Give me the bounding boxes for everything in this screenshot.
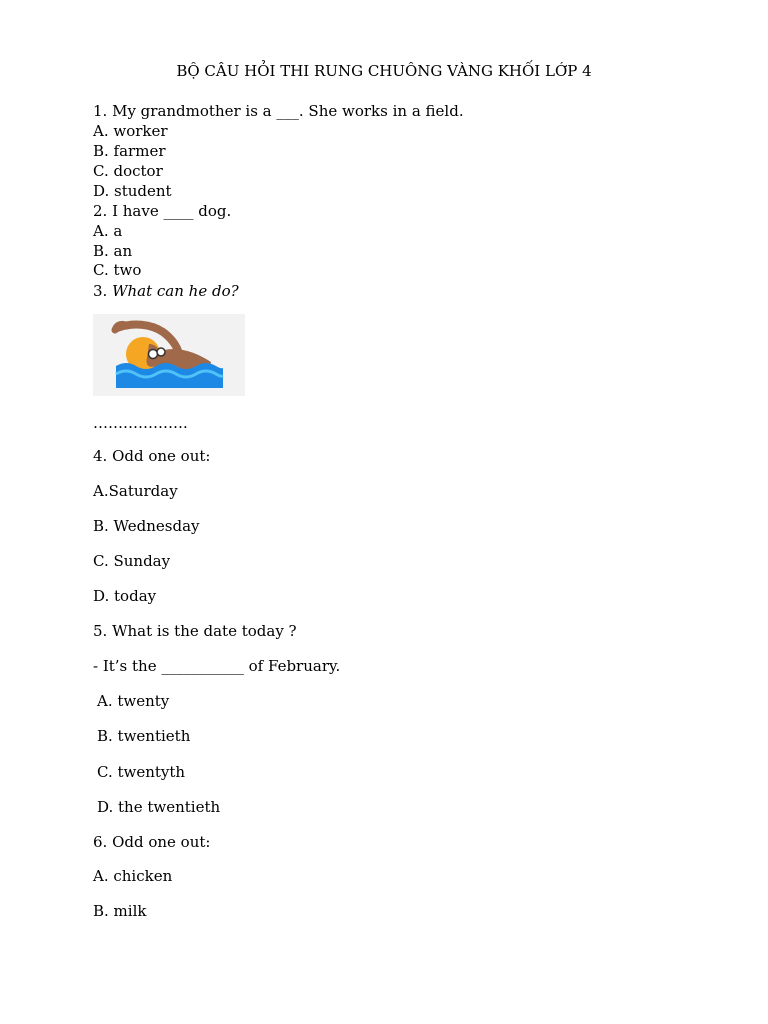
q4-option-d: D. today xyxy=(93,587,157,605)
swimmer-icon xyxy=(93,314,245,396)
q1-option-c: C. doctor xyxy=(93,162,163,180)
question-4: 4. Odd one out: xyxy=(93,447,211,465)
q1-option-d: D. student xyxy=(93,182,172,200)
question-3 xyxy=(93,281,239,301)
q6-option-a: A. chicken xyxy=(93,867,173,885)
question-1: 1. My grandmother is a ___. She works in a field. xyxy=(93,102,464,120)
q4-option-a: A.Saturday xyxy=(93,482,178,500)
page-title: BỘ CÂU HỎI THI RUNG CHUÔNG VÀNG KHỐI LỚP 4 xyxy=(176,62,592,80)
q5-option-c: C. twentyth xyxy=(97,763,186,781)
q5-option-b: B. twentieth xyxy=(97,727,191,745)
q5-prompt: - It’s the ___________ of February. xyxy=(93,657,341,675)
q5-option-a: A. twenty xyxy=(97,692,170,710)
q3-number: 3. xyxy=(93,282,113,300)
question-2: 2. I have ____ dog. xyxy=(93,202,232,220)
question-6: 6. Odd one out: xyxy=(93,833,211,851)
q2-option-c: C. two xyxy=(93,261,142,279)
q4-option-c: C. Sunday xyxy=(93,552,171,570)
question-5: 5. What is the date today ? xyxy=(93,622,297,640)
q3-answer-blank: ………………. xyxy=(93,414,188,432)
q2-option-b: B. an xyxy=(93,242,133,260)
q1-option-a: A. worker xyxy=(93,122,168,140)
q1-option-b: B. farmer xyxy=(93,142,166,160)
q2-option-a: A. a xyxy=(93,222,123,240)
q6-option-b: B. milk xyxy=(93,902,147,920)
q4-option-b: B. Wednesday xyxy=(93,517,200,535)
swimmer-image xyxy=(93,314,245,396)
q3-text: What can he do? xyxy=(112,282,239,300)
q5-option-d: D. the twentieth xyxy=(97,798,221,816)
